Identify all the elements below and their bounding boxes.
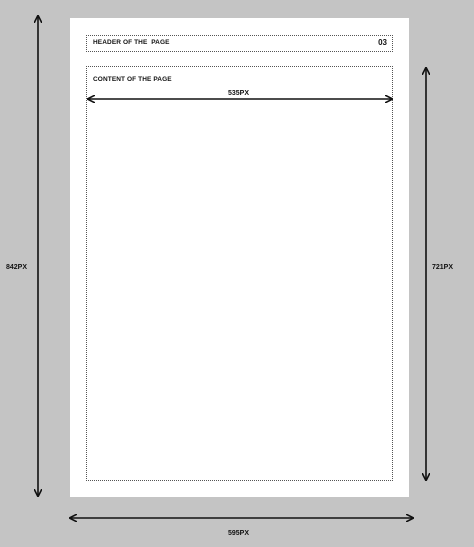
page-width-label: 595PX — [228, 530, 250, 537]
header-label: HEADER OF THE PAGE — [93, 39, 170, 46]
page-height-label: 842PX — [6, 264, 28, 271]
content-width-label: 535PX — [228, 90, 250, 97]
content-label: CONTENT OF THE PAGE — [93, 76, 172, 83]
content-height-label: 721PX — [432, 264, 454, 271]
page-number: 03 — [378, 38, 387, 47]
